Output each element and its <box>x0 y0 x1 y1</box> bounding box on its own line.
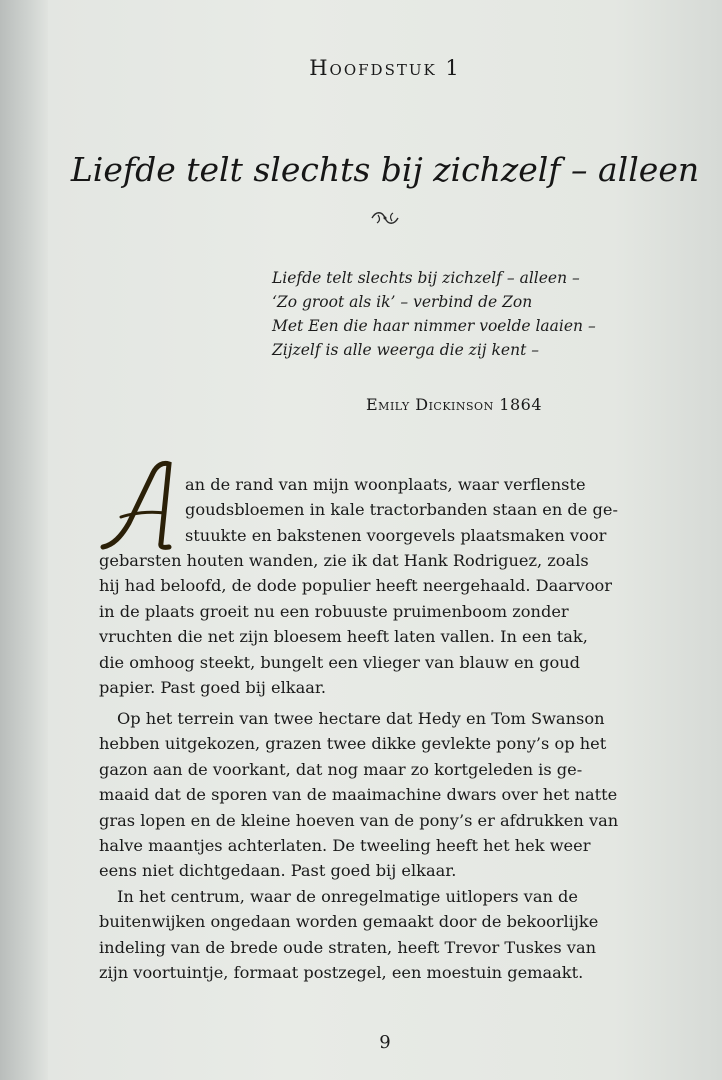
text-line: Op het terrein van twee hectare dat Hedy en Tom Swanson <box>117 709 605 728</box>
text-line: maaid dat de sporen van de maaimachine dwars over het natte <box>99 785 618 805</box>
epigraph-attribution: Emily Dickinson 1864 <box>366 395 542 414</box>
text-line: gebarsten houten wanden, zie ik dat Hank Rodriguez, zoals <box>99 551 589 570</box>
text-line: papier. Past goed bij elkaar. <box>99 678 327 698</box>
epigraph-poem <box>272 266 596 362</box>
text-line: gras lopen en de kleine hoeven van de pony’s er afdrukken van <box>99 810 619 830</box>
drop-cap-letter: A <box>99 459 100 460</box>
chapter-label: Hoofdstuk 1 <box>309 56 461 80</box>
drop-cap <box>99 459 181 551</box>
text-line: zijn voortuintje, formaat postzegel, een moestuin gemaakt. <box>99 963 584 983</box>
text-line: an de rand van mijn woonplaats, waar verflenste <box>185 475 586 494</box>
text-line: indeling van de brede oude straten, heeft Trevor Tuskes van <box>99 937 597 957</box>
chapter-title: Liefde telt slechts bij zichzelf – alleen <box>70 150 700 189</box>
page-number: 9 <box>379 1032 391 1053</box>
paragraph-1-opening <box>185 472 699 548</box>
text-line: eens niet dichtgedaan. Past goed bij elkaar. <box>99 861 457 881</box>
text-line: In het centrum, waar de onregelmatige uitlopers van de <box>117 887 578 906</box>
paragraph-2 <box>99 706 699 884</box>
text-line: hebben uitgekozen, grazen twee dikke gevlekte pony’s op het <box>99 734 607 754</box>
text-line: stuukte en bakstenen voorgevels plaatsmaken voor <box>185 525 607 545</box>
text-line: buitenwijken ongedaan worden gemaakt door de bekoorlijke <box>99 912 599 932</box>
text-line: hij had beloofd, de dode populier heeft neergehaald. Daarvoor <box>99 576 613 596</box>
text-line: gazon aan de voorkant, dat nog maar zo kortgeleden is ge- <box>99 759 583 779</box>
text-line: in de plaats groeit nu een robuuste pruimenboom zonder <box>99 601 569 621</box>
text-line: goudsbloemen in kale tractorbanden staan en de ge- <box>185 500 618 520</box>
poem-line: ‘Zo groot als ik’ – verbind de Zon <box>272 293 533 311</box>
text-line: vruchten die net zijn bloesem heeft laten vallen. In een tak, <box>99 627 588 647</box>
text-line: halve maantjes achterlaten. De tweeling heeft het hek weer <box>99 836 591 856</box>
paragraph-3 <box>99 884 699 986</box>
book-page <box>48 0 722 1080</box>
fleuron-ornament-icon <box>48 208 722 232</box>
paragraph-1 <box>99 548 699 700</box>
poem-line: Met Een die haar nimmer voelde laaien – <box>272 317 596 335</box>
page-gutter <box>0 0 48 1080</box>
text-line: die omhoog steekt, bungelt een vlieger van blauw en goud <box>99 652 581 672</box>
poem-line: Liefde telt slechts bij zichzelf – alleen – <box>272 269 580 287</box>
poem-line: Zijzelf is alle weerga die zij kent – <box>272 341 539 359</box>
